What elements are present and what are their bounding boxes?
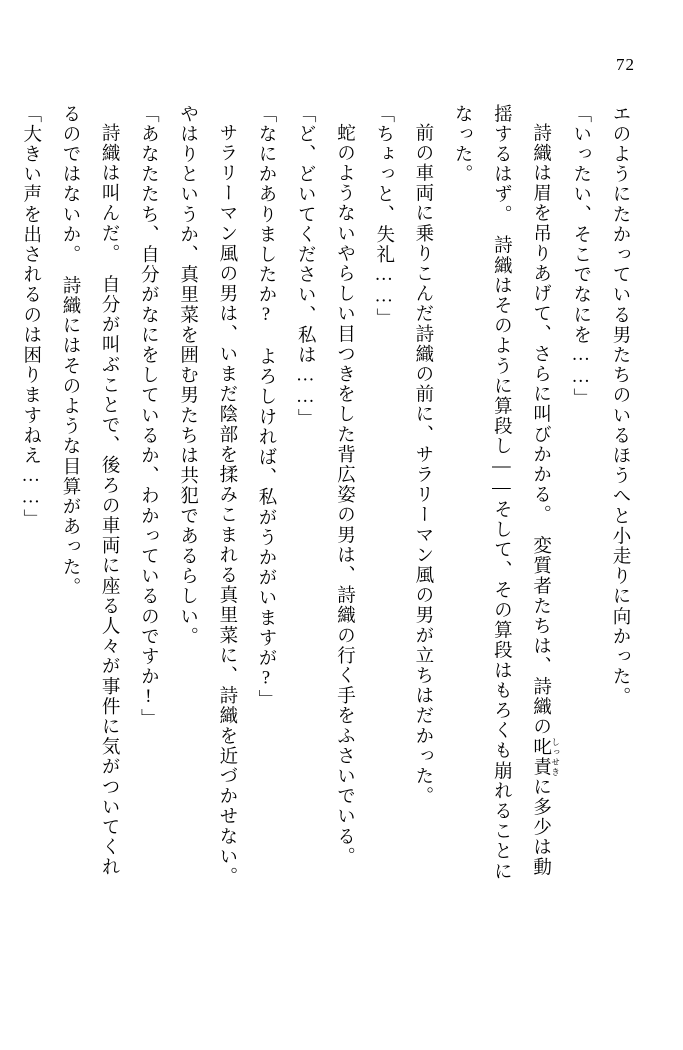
paragraph-part: に多少は動 (530, 777, 551, 878)
paragraph: 前の車両に乗りこんだ詩織の前に、サラリーマン風の男が立ちはだかった。 (412, 123, 433, 807)
paragraph: やはりというか、真里菜を囲む男たちは共犯であるらしい。 (177, 104, 198, 647)
ruby-reading: しっせき (550, 736, 561, 778)
paragraph-with-ruby (520, 104, 560, 994)
page-body-text (20, 104, 639, 994)
paragraph: 「ど、どいてください、私は……」 (295, 104, 316, 429)
ruby-base: 叱責 (530, 736, 551, 778)
paragraph: 「大きい声を出されるのは困りますねえ……」 (20, 104, 41, 530)
paragraph-part: 詩織は眉を吊りあげて、さらに叫びかかる。 変質者たちは、詩織の (530, 123, 551, 737)
ruby-annotation (530, 736, 561, 778)
paragraph: 「いったい、そこでなにを……」 (570, 104, 591, 409)
page-number: 72 (616, 55, 635, 74)
paragraph: なった。 (452, 104, 473, 185)
paragraph: 「なにかありましたか? よろしければ、私がうかがいますが?」 (256, 104, 277, 710)
paragraph: サラリーマン風の男は、いまだ陰部を揉みこまれる真里菜に、詩織を近づかせない。 (216, 123, 237, 887)
paragraph: 「ちょっと、失礼……」 (373, 104, 394, 329)
paragraph: 揺するはず。 詩織はそのように算段し――そして、その算段はもろくも崩れることに (491, 104, 512, 882)
paragraph: 蛇のようないやらしい目つきをした背広姿の男は、詩織の行く手をふさいでいる。 (334, 123, 355, 867)
paragraph: エのようにたかっている男たちのいるほうへと小走りに向かった。 (610, 104, 630, 707)
paragraph: 「あなたたち、自分がなにをしているか、わかっているのですか!」 (138, 104, 159, 729)
paragraph: るのではないか。 詩織にはそのような目算があった。 (59, 104, 80, 598)
paragraph: 詩織は叫んだ。 自分が叫ぶことで、後ろの車両に座る人々が事件に気がついてくれ (99, 123, 120, 878)
